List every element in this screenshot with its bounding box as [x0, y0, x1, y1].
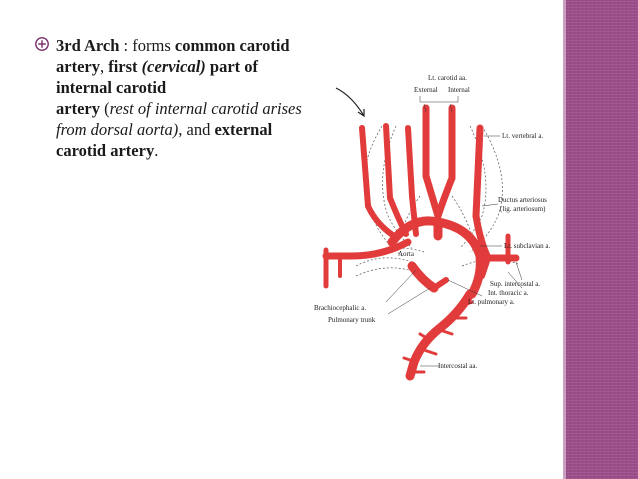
label-lig-arteriosum: (lig. arteriosum): [500, 205, 546, 213]
text-run: ,: [99, 57, 109, 76]
term-first: first: [108, 57, 142, 76]
pointer-arrow: [336, 88, 364, 116]
arch-title: 3rd Arch: [56, 36, 120, 55]
rt-internal-carotid: [386, 126, 390, 198]
label-ductus: Ductus arteriosus: [498, 196, 547, 204]
aortic-arch-diagram: [312, 66, 562, 396]
accent-bar: [566, 0, 638, 479]
label-external: External: [414, 86, 438, 94]
label-int-thoracic: Int. thoracic a.: [488, 289, 529, 297]
bullet-item: [34, 35, 306, 161]
label-pulmonary-trunk: Pulmonary trunk: [328, 316, 376, 324]
term-part-internal-carotid: part of internal carotid: [56, 57, 259, 97]
label-lt-pulmonary: Lt. pulmonary a.: [468, 298, 515, 306]
term-common-carotid: common carotid: [174, 36, 290, 55]
label-lt-carotid: Lt. carotid aa.: [428, 74, 467, 82]
text-run: (: [99, 99, 110, 118]
label-brachiocephalic: Brachiocephalic a.: [314, 304, 367, 312]
label-internal: Internal: [448, 86, 470, 94]
label-aorta: Aorta: [398, 250, 414, 258]
rt-external-carotid: [362, 128, 368, 206]
text-run: : forms: [119, 36, 175, 55]
brachiocephalic: [326, 242, 408, 256]
note-dorsal-aorta: rest of internal carotid arises from dorsal aorta): [56, 99, 302, 139]
pulmonary-trunk: [412, 266, 434, 288]
label-sup-intercostal: Sup. intercostal a.: [490, 280, 541, 288]
term-external-carotid: external carotid artery: [56, 120, 273, 160]
text-run: , and: [178, 120, 215, 139]
text-run: .: [154, 141, 159, 160]
label-lt-vertebral: Lt. vertebral a.: [502, 132, 544, 140]
arteries: [326, 108, 516, 376]
term-artery: artery: [56, 57, 100, 76]
term-artery-2: artery: [56, 99, 100, 118]
lt-vertebral: [476, 128, 480, 216]
circled-plus-icon: [34, 36, 50, 52]
label-intercostal: Intercostal aa.: [438, 362, 478, 370]
label-lt-subclavian: Lt. subclavian a.: [504, 242, 551, 250]
bullet-text: [56, 35, 306, 161]
rt-vertebral: [408, 128, 412, 196]
term-cervical: (cervical): [141, 57, 206, 76]
